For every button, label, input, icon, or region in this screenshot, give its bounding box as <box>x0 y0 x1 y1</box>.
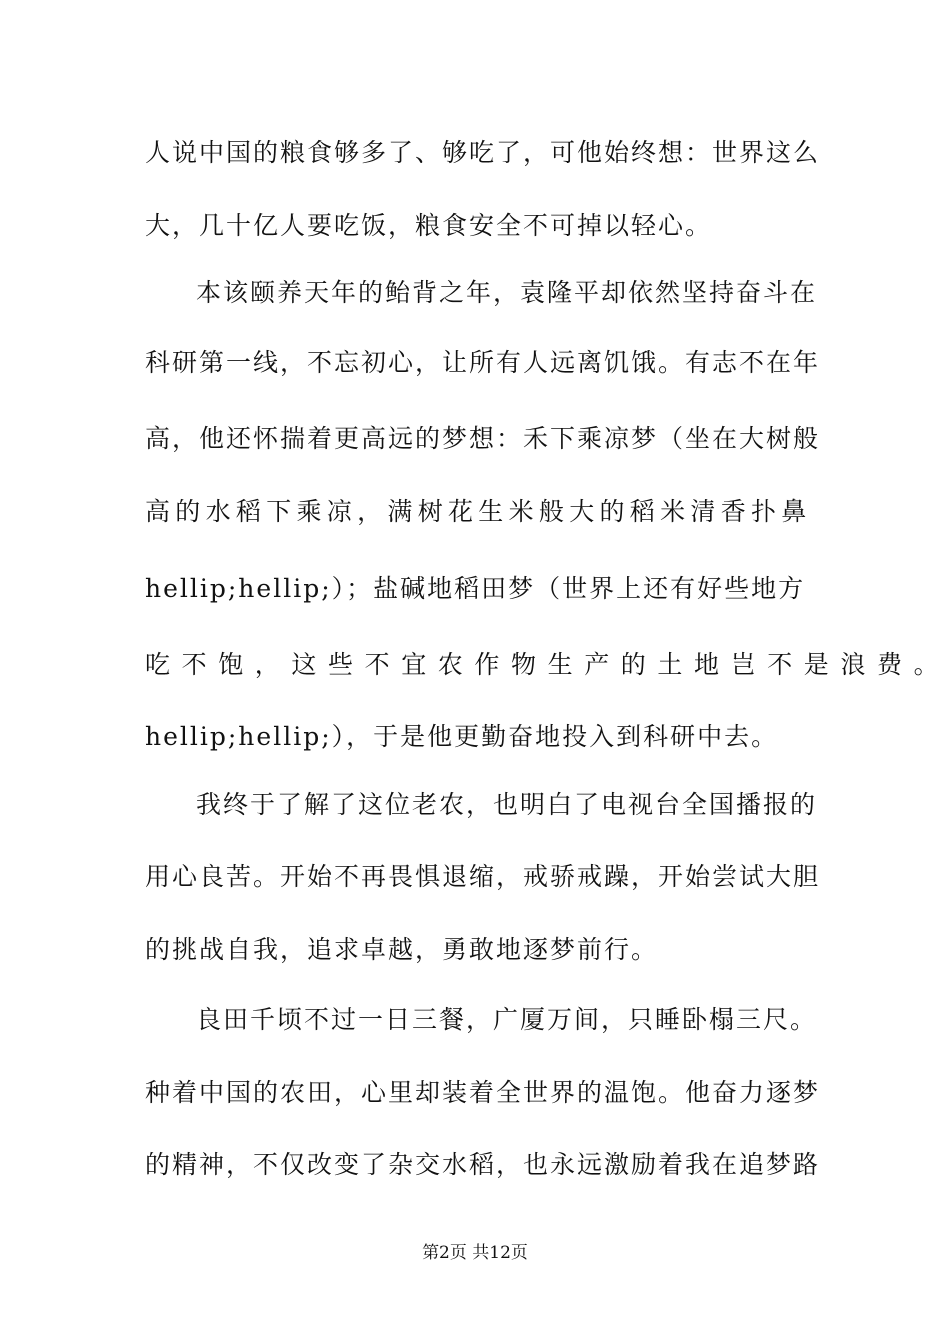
text-line: 我终于了解了这位老农，也明白了电视台全国播报的 <box>196 790 818 819</box>
text-line: 良田千顷不过一日三餐，广厦万间，只睡卧榻三尺。 <box>196 1005 818 1034</box>
text-line: 的精神，不仅改变了杂交水稻，也永远激励着我在追梦路 <box>145 1150 821 1179</box>
text-line: 的挑战自我，追求卓越，勇敢地逐梦前行。 <box>145 935 659 964</box>
text-line: hellip;hellip;），于是他更勤奋地投入到科研中去。 <box>145 722 779 751</box>
text-line: 高的水稻下乘凉，满树花生米般大的稻米清香扑鼻 <box>145 497 812 526</box>
page-number-footer: 第2页 共12页 <box>422 1243 528 1263</box>
text-line: 大，几十亿人要吃饭，粮食安全不可掉以轻心。 <box>145 211 713 240</box>
text-line: 人说中国的粮食够多了、够吃了，可他始终想：世界这么 <box>145 138 821 167</box>
text-line: hellip;hellip;）；盐碱地稻田梦（世界上还有好些地方 <box>145 574 806 603</box>
text-line: 高，他还怀揣着更高远的梦想：禾下乘凉梦（坐在大树般 <box>145 424 821 453</box>
text-line: 种着中国的农田，心里却装着全世界的温饱。他奋力逐梦 <box>145 1078 821 1107</box>
text-line: 科研第一线，不忘初心，让所有人远离饥饿。有志不在年 <box>145 348 821 377</box>
text-line: 用心良苦。开始不再畏惧退缩，戒骄戒躁，开始尝试大胆 <box>145 862 821 891</box>
text-line: 吃不饱，这些不宜农作物生产的土地岂不是浪费。 <box>145 650 950 679</box>
text-line: 本该颐养天年的鲐背之年，袁隆平却依然坚持奋斗在 <box>196 278 818 307</box>
